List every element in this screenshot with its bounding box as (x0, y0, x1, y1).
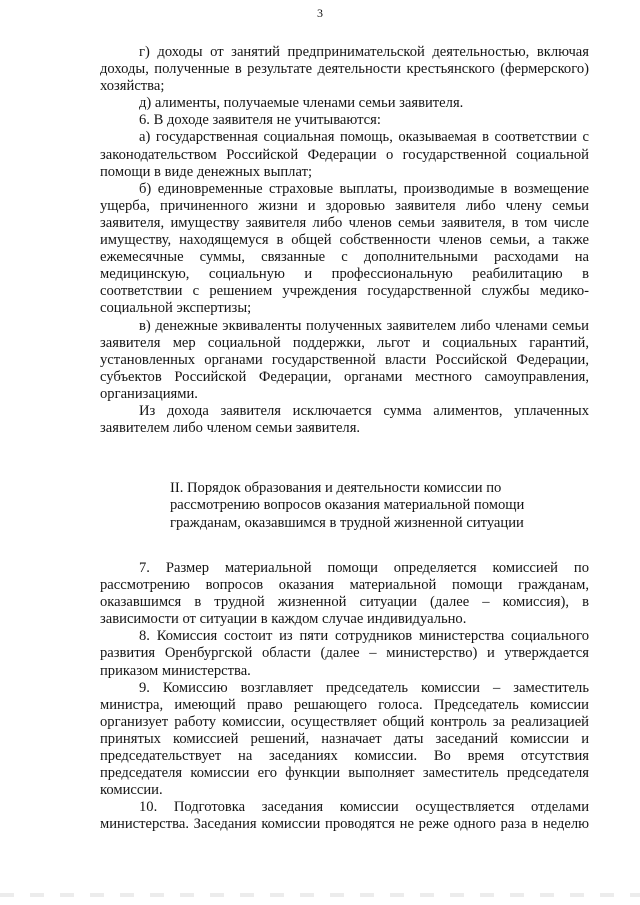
text-line: хозяйства; (100, 78, 165, 95)
page-number: 3 (317, 6, 323, 20)
text-line: комиссии. (100, 782, 163, 799)
text-line: 8. Комиссия состоит из пяти сотрудников министерства социального (139, 628, 589, 645)
paragraph-p-d (100, 95, 589, 112)
text-line: заявителя мер социальной поддержки, льгот и социальных гарантий, (100, 334, 589, 351)
text-line: 6. В доходе заявителя не учитываются: (139, 112, 381, 129)
paragraph-p-v (100, 318, 589, 403)
document-body-top (100, 44, 589, 437)
text-line: Из дохода заявителя исключается сумма алиментов, уплаченных (139, 402, 589, 419)
section-heading (170, 480, 570, 532)
text-line: ущерба, причиненного жизни и здоровью заявителя либо члену семьи (100, 197, 589, 214)
text-line: б) единовременные страховые выплаты, производимые в возмещение (139, 180, 589, 197)
text-line: организует работу комиссии, осуществляет общий контроль за реализацией (100, 713, 589, 730)
heading-line: рассмотрению вопросов оказания материальной помощи (170, 497, 525, 514)
text-line: принятых комиссией решений, назначает даты заседаний комиссии и (100, 730, 589, 747)
text-line: приказом министерства. (100, 662, 251, 679)
text-line: социальной экспертизы; (100, 300, 252, 317)
paragraph-p-a (100, 129, 589, 180)
text-line: оказавшимся в трудной жизненной ситуации (далее – комиссия), в (100, 594, 589, 611)
text-line: 7. Размер материальной помощи определяется комиссией по (139, 560, 589, 576)
text-line: рассмотрению вопросов оказания материальной помощи гражданам, (100, 577, 589, 594)
text-line: установленных органами государственной власти Российской Федерации, (100, 351, 589, 368)
text-line: соответствии с решением учреждения государственной службы медико- (100, 283, 589, 300)
paragraph-p-b (100, 181, 589, 318)
text-line: г) доходы от занятий предпринимательской деятельностью, включая (139, 44, 589, 60)
text-line: председателя комиссии его функции выполняет заместитель председателя (100, 765, 589, 782)
text-line: субъектов Российской Федерации, органами местного самоуправления, (100, 368, 589, 385)
text-line: зависимости от ситуации в каждом случае индивидуально. (100, 611, 467, 628)
text-line: заявителя, имуществу заявителя либо членов семьи заявителя, в том числе (100, 214, 589, 231)
text-line: доходы, полученные в результате деятельности крестьянского (фермерского) (100, 61, 589, 78)
text-line: ежемесячные суммы, связанные с дополнительными расходами на (100, 249, 589, 266)
heading-line: гражданам, оказавшимся в трудной жизненной ситуации (170, 514, 524, 531)
heading-line: II. Порядок образования и деятельности комиссии по (170, 480, 502, 496)
text-line: организациями. (100, 385, 198, 402)
text-line: помощи в виде денежных выплат; (100, 163, 313, 180)
text-line: 9. Комиссию возглавляет председатель комиссии – заместитель (139, 679, 589, 696)
paragraph-p-7 (100, 560, 589, 628)
text-line: в) денежные эквиваленты полученных заявителем либо членами семьи (139, 317, 589, 334)
text-line: д) алименты, получаемые членами семьи заявителя. (139, 95, 464, 112)
paragraph-p-g (100, 44, 589, 95)
text-line: министра, имеющий право решающего голоса. Председатель комиссии (100, 696, 589, 713)
text-line: а) государственная социальная помощь, оказываемая в соответствии с (139, 129, 589, 146)
paragraph-p-10 (100, 799, 589, 833)
paragraph-p-alim (100, 403, 589, 437)
document-body-bottom (100, 560, 589, 834)
paragraph-p-8 (100, 628, 589, 679)
text-line: министерства. Заседания комиссии проводятся не реже одного раза в неделю (100, 816, 589, 833)
text-line: законодательством Российской Федерации о государственной социальной (100, 146, 589, 163)
text-line: заявителем либо членом семьи заявителя. (100, 420, 361, 437)
text-line: имуществу, находящемуся в общей собственности членов семьи, а также (100, 232, 589, 249)
text-line: председательствует на заседаниях комиссии. Во время отсутствия (100, 748, 589, 765)
scan-artifact-edge (0, 893, 640, 897)
paragraph-p-6 (100, 112, 589, 129)
paragraph-p-9 (100, 680, 589, 800)
text-line: 10. Подготовка заседания комиссии осуществляется отделами (139, 799, 589, 816)
text-line: развития Оренбургской области (далее – министерство) и утверждается (100, 645, 589, 662)
text-line: медицинскую, социальную и профессиональную реабилитацию в (100, 266, 589, 283)
